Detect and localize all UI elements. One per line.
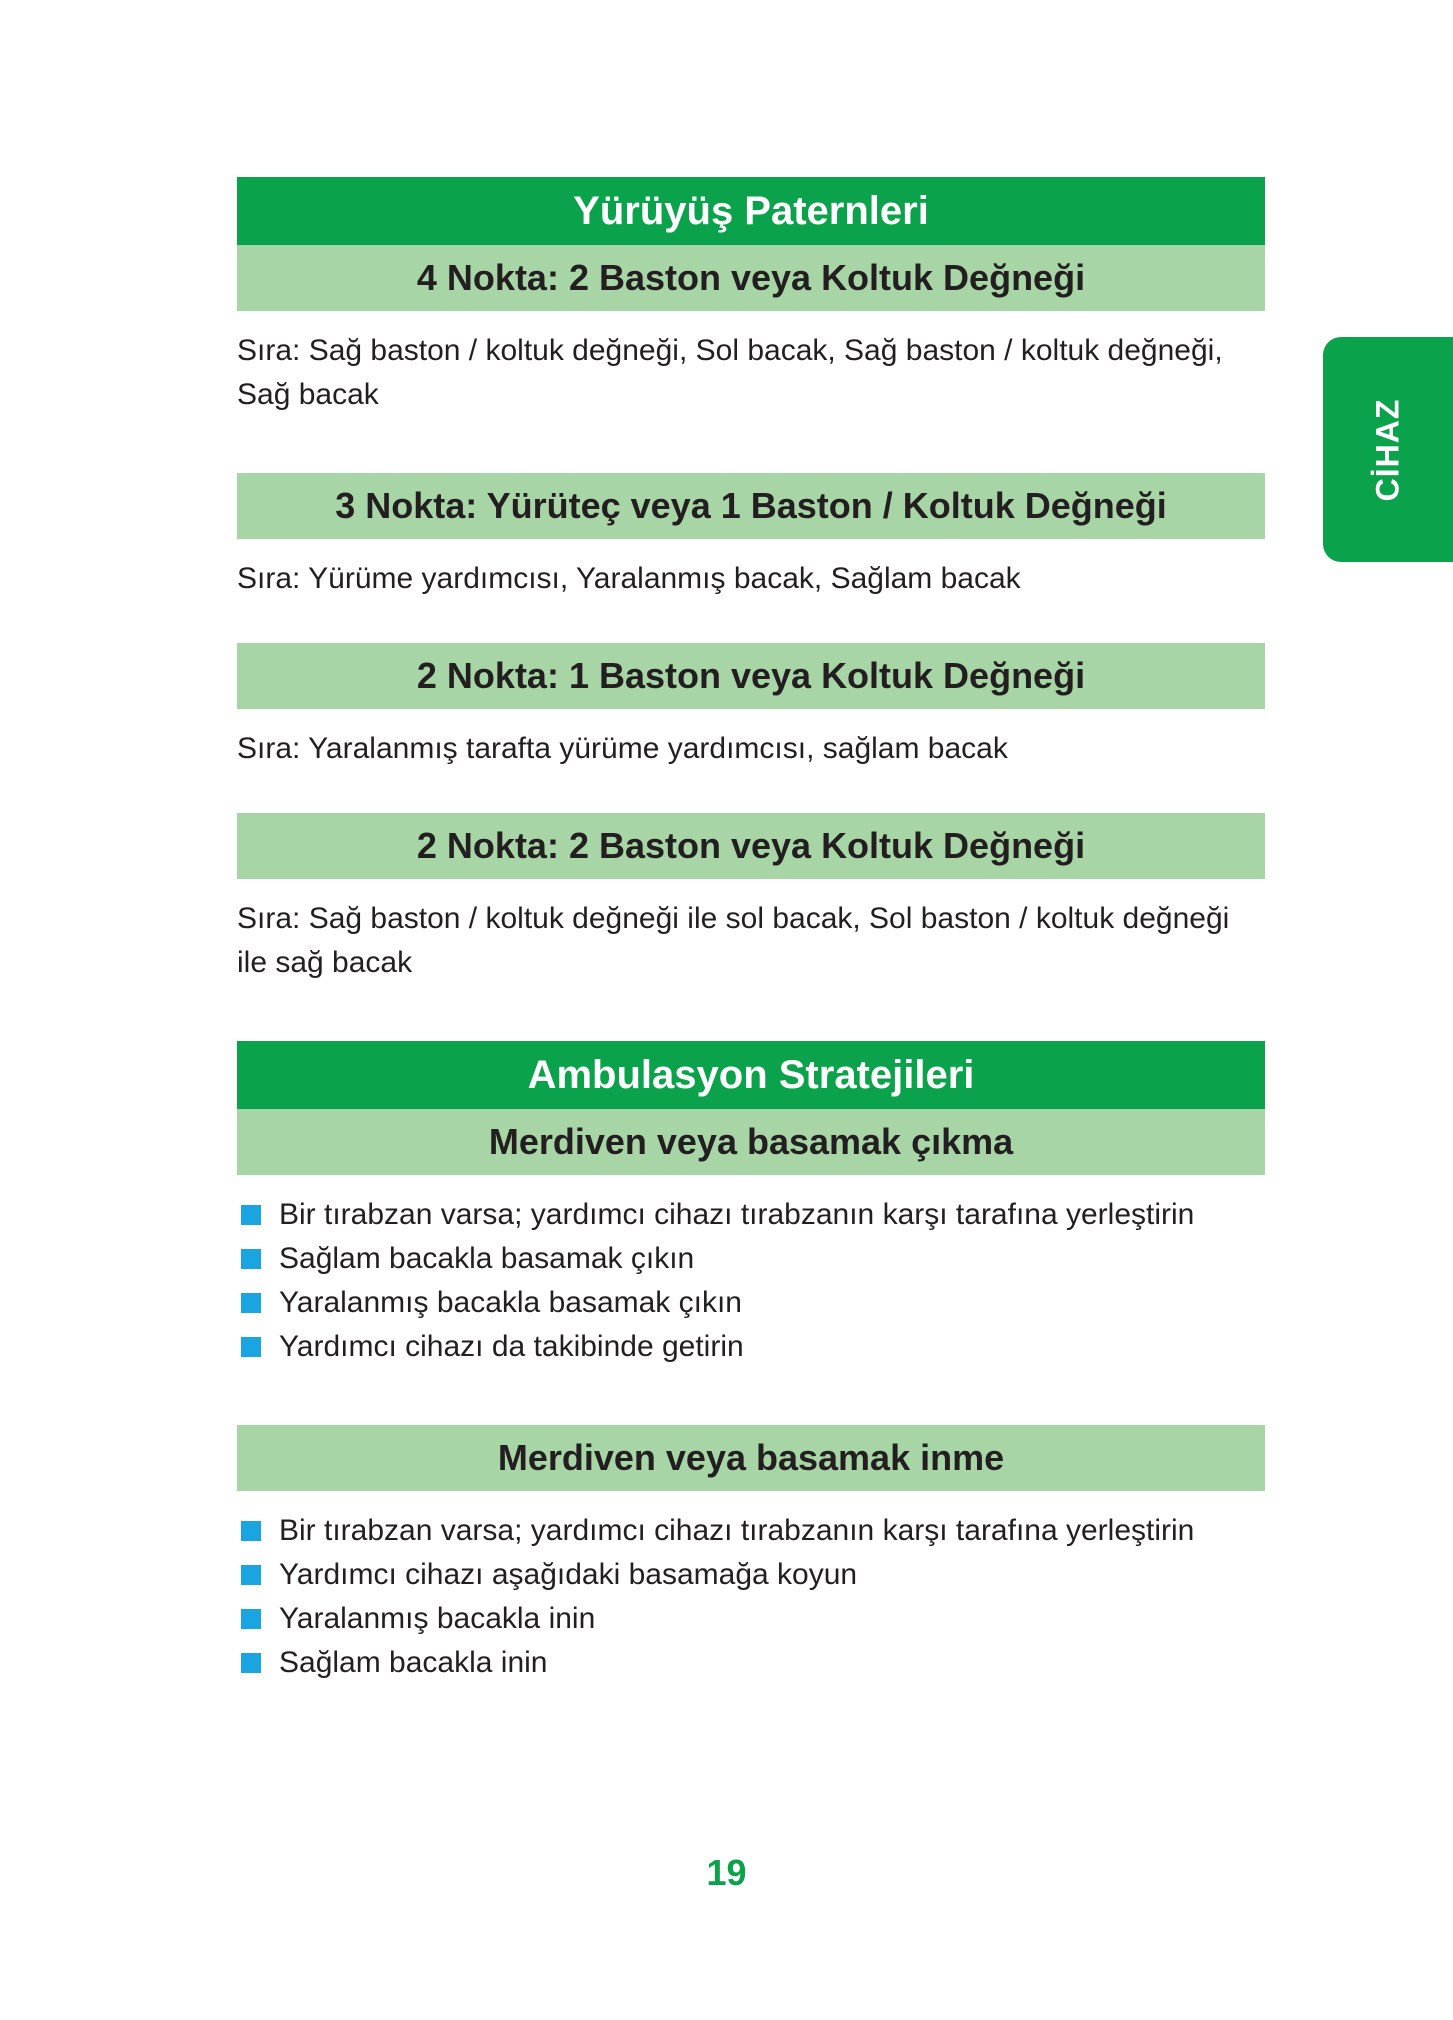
subheading-stairs-down: Merdiven veya basamak inme bbox=[237, 1425, 1265, 1491]
subheading-stairs-up: Merdiven veya basamak çıkma bbox=[237, 1109, 1265, 1175]
paragraph-2-point-2-canes: Sıra: Sağ baston / koltuk değneği ile sol bacak, Sol baston / koltuk değneği ile sağ bacak bbox=[237, 902, 1230, 979]
bullet-square-icon bbox=[241, 1653, 261, 1673]
list-stairs-down bbox=[237, 1491, 1265, 1685]
list-item: Yaralanmış bacakla basamak çıkın bbox=[237, 1281, 1265, 1325]
list-item: Yardımcı cihazı da takibinde getirin bbox=[237, 1325, 1265, 1369]
side-tab-device bbox=[1323, 337, 1453, 562]
list-item: Sağlam bacakla inin bbox=[237, 1641, 1265, 1685]
subheading-4-point: 4 Nokta: 2 Baston veya Koltuk Değneği bbox=[237, 245, 1265, 311]
list-stairs-up bbox=[237, 1175, 1265, 1369]
subheading-2-point-2-canes: 2 Nokta: 2 Baston veya Koltuk Değneği bbox=[237, 813, 1265, 879]
paragraph-2-point-1-cane: Sıra: Yaralanmış tarafta yürüme yardımcısı, sağlam bacak bbox=[237, 732, 1008, 765]
list-item: Yardımcı cihazı aşağıdaki basamağa koyun bbox=[237, 1553, 1265, 1597]
page-number: 19 bbox=[706, 1852, 747, 1893]
list-item: Bir tırabzan varsa; yardımcı cihazı tırabzanın karşı tarafına yerleştirin bbox=[237, 1509, 1265, 1553]
paragraph-4-point: Sıra: Sağ baston / koltuk değneği, Sol bacak, Sağ baston / koltuk değneği, Sağ bacak bbox=[237, 334, 1223, 411]
bullet-square-icon bbox=[241, 1205, 261, 1225]
bullet-square-icon bbox=[241, 1249, 261, 1269]
section-title-ambulation-strategies: Ambulasyon Stratejileri bbox=[237, 1041, 1265, 1109]
paragraph-3-point: Sıra: Yürüme yardımcısı, Yaralanmış bacak, Sağlam bacak bbox=[237, 562, 1021, 595]
bullet-square-icon bbox=[241, 1521, 261, 1541]
list-item: Sağlam bacakla basamak çıkın bbox=[237, 1237, 1265, 1281]
section-title-gait-patterns: Yürüyüş Paternleri bbox=[237, 177, 1265, 245]
bullet-square-icon bbox=[241, 1293, 261, 1313]
list-item: Bir tırabzan varsa; yardımcı cihazı tırabzanın karşı tarafına yerleştirin bbox=[237, 1193, 1265, 1237]
bullet-square-icon bbox=[241, 1565, 261, 1585]
bullet-square-icon bbox=[241, 1337, 261, 1357]
bullet-square-icon bbox=[241, 1609, 261, 1629]
side-tab-label: CİHAZ bbox=[1369, 398, 1406, 501]
subheading-3-point: 3 Nokta: Yürüteç veya 1 Baston / Koltuk Değneği bbox=[237, 473, 1265, 539]
subheading-2-point-1-cane: 2 Nokta: 1 Baston veya Koltuk Değneği bbox=[237, 643, 1265, 709]
page-content bbox=[237, 177, 1265, 1685]
list-item: Yaralanmış bacakla inin bbox=[237, 1597, 1265, 1641]
